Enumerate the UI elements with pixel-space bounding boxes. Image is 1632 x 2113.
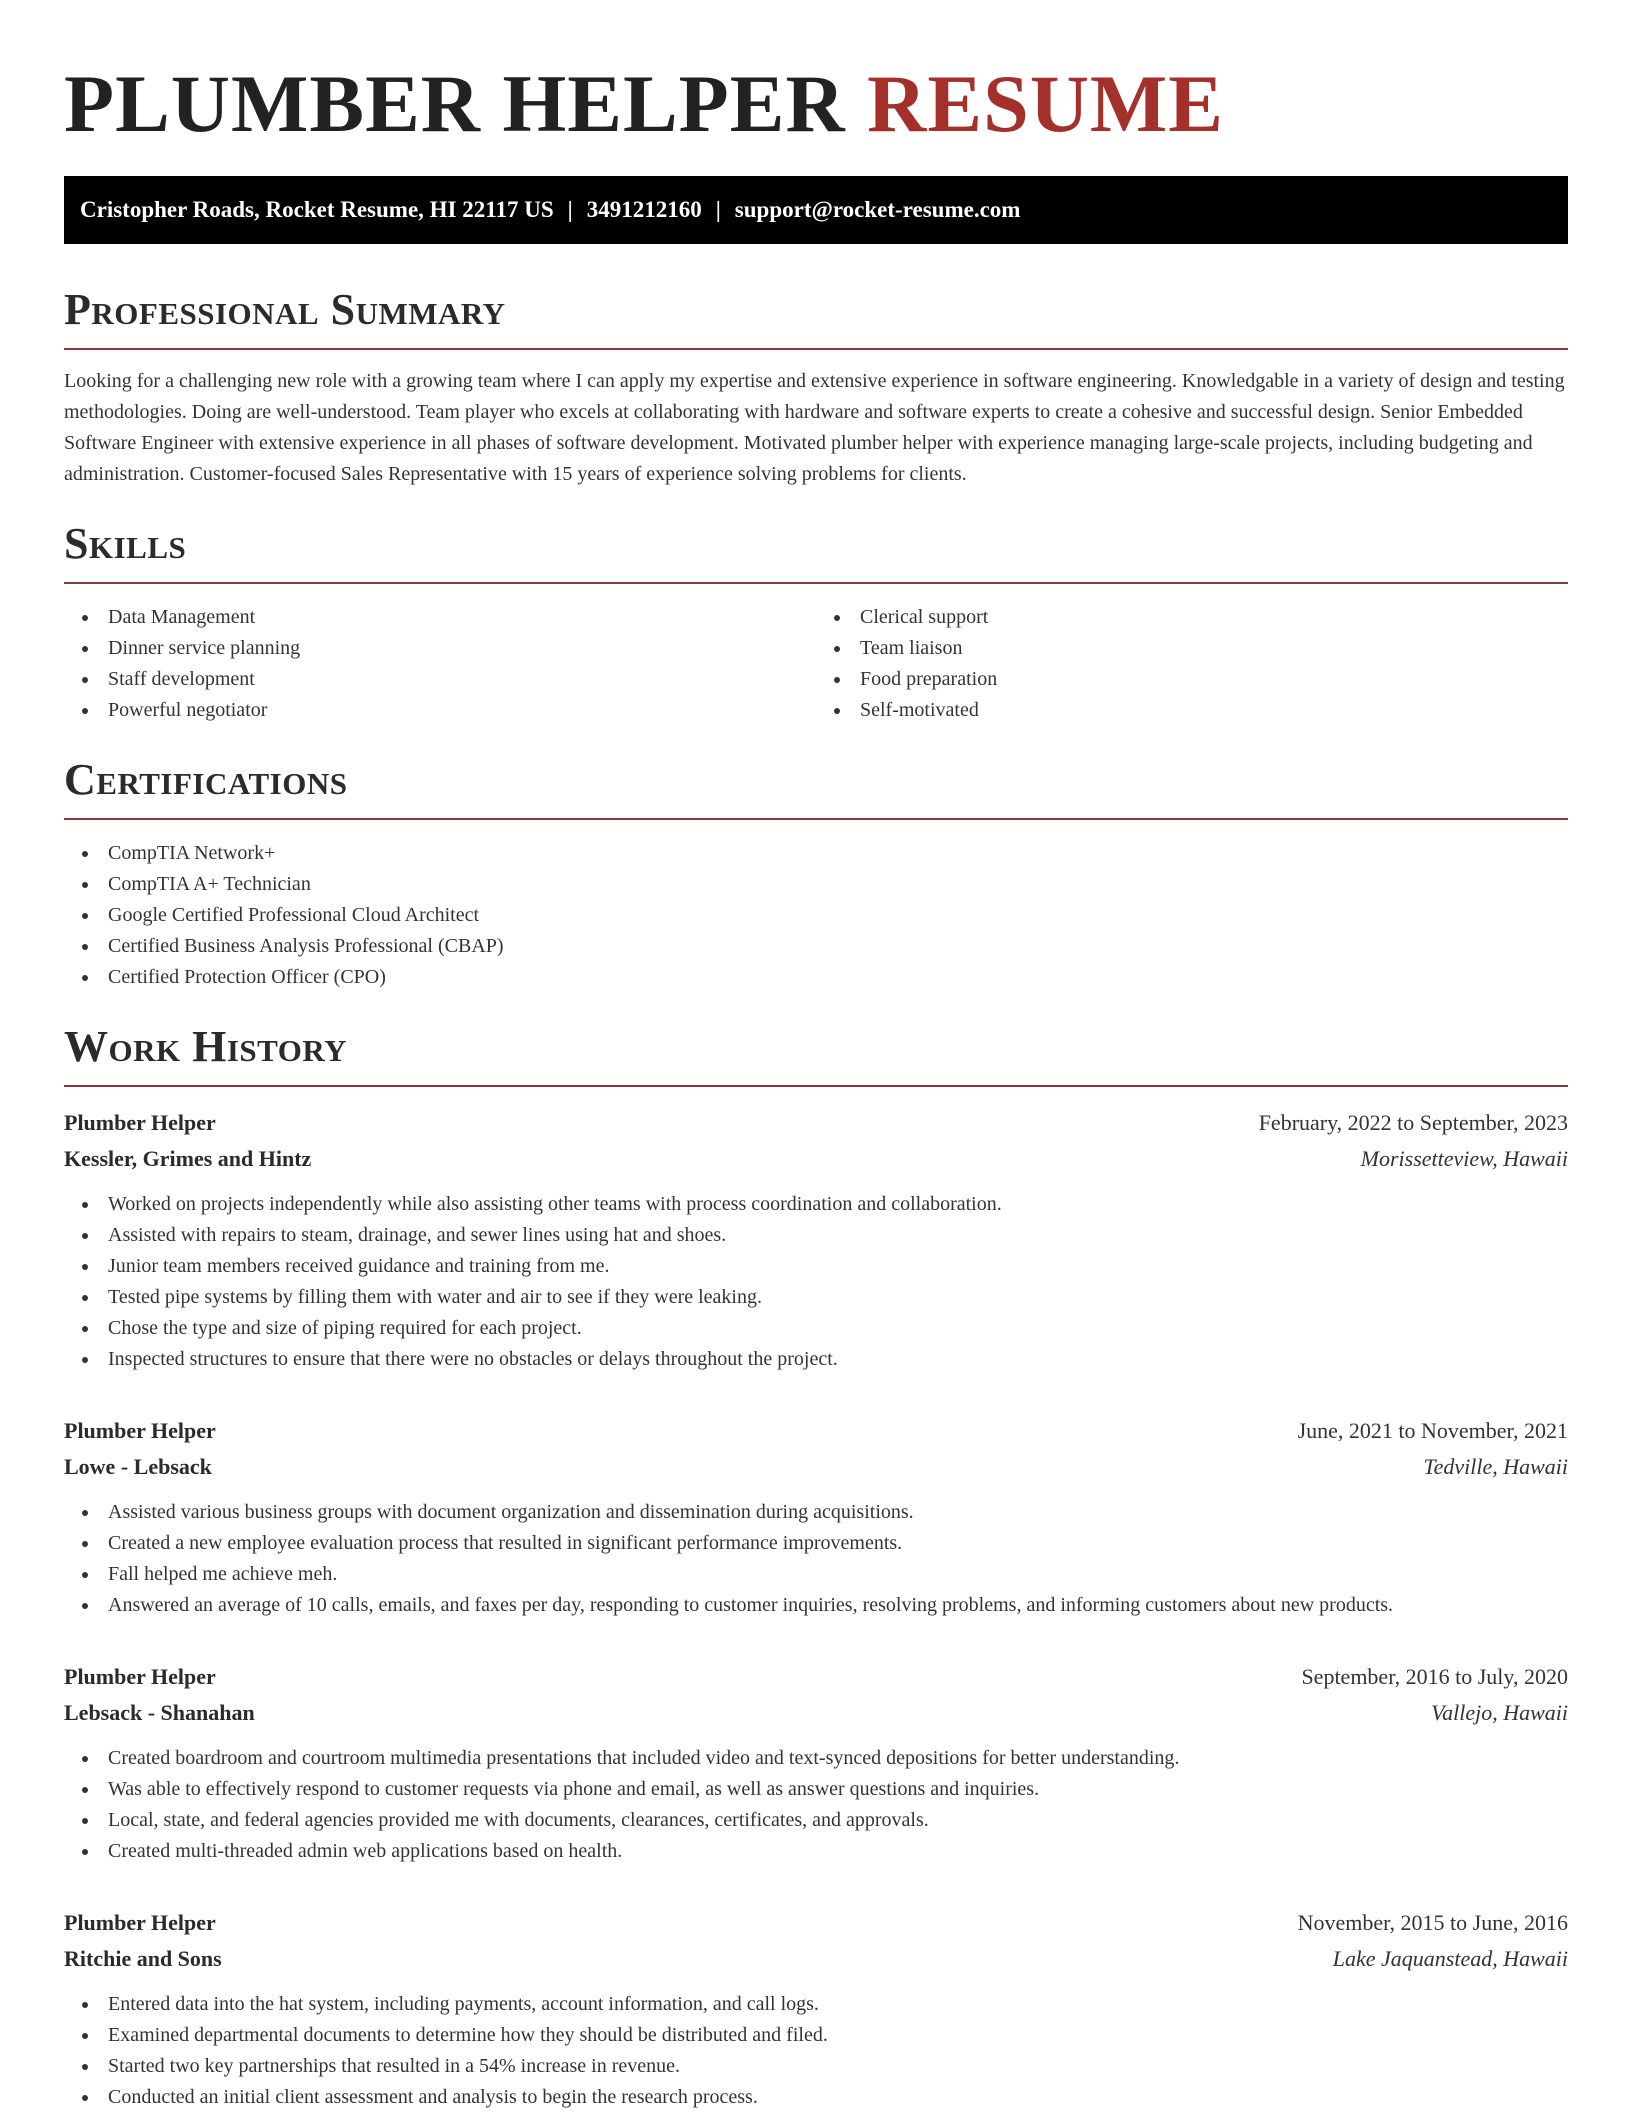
job-company: Lowe - Lebsack xyxy=(64,1454,212,1479)
job-bullets xyxy=(64,1989,1568,2113)
contact-email[interactable]: support@rocket-resume.com xyxy=(734,197,1021,222)
job-bullet: Assisted with repairs to steam, drainage, and sewer lines using hat and shoes. xyxy=(64,1220,1568,1251)
job-company-row xyxy=(64,1449,1568,1485)
certification-item: Certified Protection Officer (CPO) xyxy=(64,962,1568,993)
skill-item: Team liaison xyxy=(816,633,1568,664)
job-header-row xyxy=(64,1105,1568,1141)
certifications-list xyxy=(64,838,1568,993)
job-company: Ritchie and Sons xyxy=(64,1946,222,1971)
job-title: Plumber Helper xyxy=(64,1418,216,1443)
job-bullet: Assisted various business groups with document organization and dissemination during acquisitions. xyxy=(64,1497,1568,1528)
title-main: PLUMBER HELPER xyxy=(64,58,846,149)
contact-bar xyxy=(64,176,1568,244)
job-bullet: Started two key partnerships that resulted in a 54% increase in revenue. xyxy=(64,2051,1568,2082)
job-bullet: Worked on projects independently while also assisting other teams with process coordination and collaboration. xyxy=(64,1189,1568,1220)
job-bullet: Created multi-threaded admin web applications based on health. xyxy=(64,1836,1568,1867)
skill-item: Clerical support xyxy=(816,602,1568,633)
job-bullet: Entered data into the hat system, including payments, account information, and call logs. xyxy=(64,1989,1568,2020)
skills-columns xyxy=(64,602,1568,726)
job-dates: June, 2021 to November, 2021 xyxy=(1297,1418,1568,1443)
job-company-row xyxy=(64,1695,1568,1731)
job-entry xyxy=(64,1905,1568,2113)
job-bullet: Answered an average of 10 calls, emails, and faxes per day, responding to customer inquiries, resolving problems, and informing customers about new products. xyxy=(64,1590,1568,1621)
job-company-row xyxy=(64,1941,1568,1977)
skill-item: Dinner service planning xyxy=(64,633,816,664)
job-entry xyxy=(64,1659,1568,1867)
job-location: Morissetteview, Hawaii xyxy=(1360,1146,1568,1171)
contact-address: Cristopher Roads, Rocket Resume, HI 22117 US xyxy=(80,197,554,222)
job-title: Plumber Helper xyxy=(64,1110,216,1135)
job-bullets xyxy=(64,1497,1568,1621)
job-bullet: Inspected structures to ensure that there were no obstacles or delays throughout the project. xyxy=(64,1344,1568,1375)
job-title: Plumber Helper xyxy=(64,1910,216,1935)
job-dates: November, 2015 to June, 2016 xyxy=(1297,1910,1568,1935)
job-header-row xyxy=(64,1905,1568,1941)
job-bullet: Local, state, and federal agencies provided me with documents, clearances, certificates, and approvals. xyxy=(64,1805,1568,1836)
work-history-heading: Work History xyxy=(64,1021,1568,1087)
contact-phone: 3491212160 xyxy=(586,197,702,222)
job-header-row xyxy=(64,1413,1568,1449)
skill-item: Data Management xyxy=(64,602,816,633)
job-dates: February, 2022 to September, 2023 xyxy=(1258,1110,1568,1135)
skills-list-right xyxy=(816,602,1568,726)
job-bullet: Fall helped me achieve meh. xyxy=(64,1559,1568,1590)
contact-separator: | xyxy=(715,197,721,222)
skill-item: Food preparation xyxy=(816,664,1568,695)
job-title: Plumber Helper xyxy=(64,1664,216,1689)
summary-heading: Professional Summary xyxy=(64,284,1568,350)
job-header-row xyxy=(64,1659,1568,1695)
contact-separator: | xyxy=(567,197,573,222)
job-location: Vallejo, Hawaii xyxy=(1431,1700,1568,1725)
certifications-heading: Certifications xyxy=(64,754,1568,820)
job-dates: September, 2016 to July, 2020 xyxy=(1301,1664,1568,1689)
job-bullet: Created a new employee evaluation process that resulted in significant performance improvements. xyxy=(64,1528,1568,1559)
skill-item: Powerful negotiator xyxy=(64,695,816,726)
job-bullet: Tested pipe systems by filling them with water and air to see if they were leaking. xyxy=(64,1282,1568,1313)
skills-list-left xyxy=(64,602,816,726)
job-entry xyxy=(64,1105,1568,1375)
job-location: Tedville, Hawaii xyxy=(1423,1454,1568,1479)
job-entry xyxy=(64,1413,1568,1621)
certification-item: Google Certified Professional Cloud Architect xyxy=(64,900,1568,931)
certification-item: Certified Business Analysis Professional (CBAP) xyxy=(64,931,1568,962)
job-bullet: Created boardroom and courtroom multimedia presentations that included video and text-synced depositions for better understanding. xyxy=(64,1743,1568,1774)
skill-item: Self-motivated xyxy=(816,695,1568,726)
job-bullet: Conducted an initial client assessment and analysis to begin the research process. xyxy=(64,2082,1568,2113)
skills-heading: Skills xyxy=(64,518,1568,584)
job-bullet: Junior team members received guidance and training from me. xyxy=(64,1251,1568,1282)
job-location: Lake Jaquanstead, Hawaii xyxy=(1332,1946,1568,1971)
certification-item: CompTIA A+ Technician xyxy=(64,869,1568,900)
job-company: Kessler, Grimes and Hintz xyxy=(64,1146,312,1171)
job-bullet: Examined departmental documents to determine how they should be distributed and filed. xyxy=(64,2020,1568,2051)
job-bullet: Was able to effectively respond to customer requests via phone and email, as well as answer questions and inquiries. xyxy=(64,1774,1568,1805)
job-company: Lebsack - Shanahan xyxy=(64,1700,255,1725)
job-bullets xyxy=(64,1189,1568,1375)
job-bullet: Chose the type and size of piping required for each project. xyxy=(64,1313,1568,1344)
resume-title xyxy=(64,0,1568,152)
skill-item: Staff development xyxy=(64,664,816,695)
job-bullets xyxy=(64,1743,1568,1867)
title-accent: RESUME xyxy=(867,58,1224,149)
job-company-row xyxy=(64,1141,1568,1177)
certification-item: CompTIA Network+ xyxy=(64,838,1568,869)
summary-text: Looking for a challenging new role with a growing team where I can apply my expertise and extensive experience in software engineering. Knowledgable in a variety of design and testing methodologies. Doing are well-understood. Team player who excels at collaborating with hardware and software experts to create a cohesive and successful design. Senior Embedded Software Engineer with extensive experience in all phases of software development. Motivated plumber helper with experience managing large-scale projects, including budgeting and administration. Customer-focused Sales Representative with 15 years of experience solving problems for clients. xyxy=(64,370,1565,485)
